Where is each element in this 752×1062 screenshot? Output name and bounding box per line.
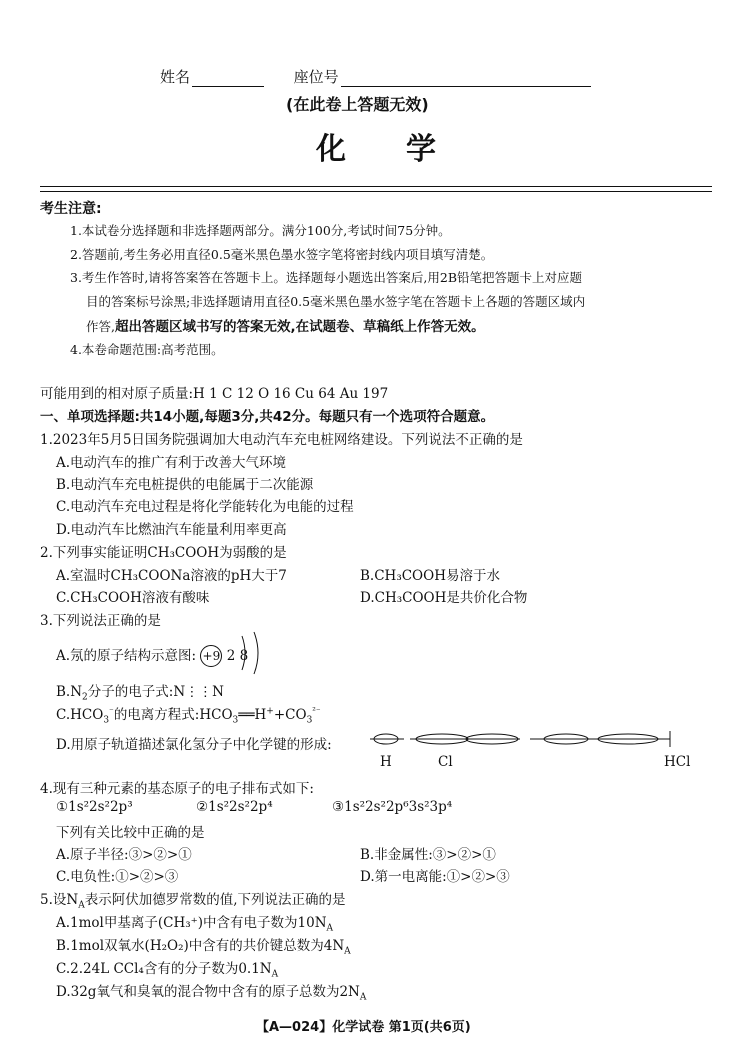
q3-option-b: $B.N_2$分子的电子式:N⋮⋮N	[56, 684, 224, 703]
q5-option-d: D.32g氧气和臭氧的混合物中含有的原子总数为$2N_A$	[56, 984, 367, 1003]
notice-item-3: 3.考生作答时,请将答案答在答题卡上。选择题每小题选出答案后,用2B铅笔把答题卡上对应题	[70, 270, 583, 285]
q1-option-a: A.电动汽车的推广有利于改善大气环境	[56, 455, 287, 471]
name-label: 姓名	[160, 68, 191, 86]
q4-option-d: D.第一电离能:①>②>③	[360, 869, 510, 885]
q4-stem: 4.现有三种元素的基态原子的电子排布式如下:	[40, 781, 314, 797]
notice-item-3-cont: 目的答案标号涂黑;非选择题请用直径0.5毫米黑色墨水签字笔在答题卡上各题的答题区域内	[86, 294, 586, 309]
q4-config-3: ③1s²2s²2p⁶3s²3p⁴	[332, 799, 453, 815]
q4-option-c: C.电负性:①>②>③	[56, 869, 179, 885]
atomic-masses: 可能用到的相对原子质量:H 1 C 12 O 16 Cu 64 Au 197	[40, 386, 389, 402]
q4-option-b: B.非金属性:③>②>①	[360, 847, 496, 863]
notice-bold-warning: 超出答题区域书写的答案无效,在试题卷、草稿纸上作答无效。	[114, 319, 485, 335]
section1-title: 一、单项选择题:共14小题,每题3分,共42分。每题只有一个选项符合题意。	[40, 409, 495, 425]
q2-option-d: D.CH₃COOH是共价化合物	[360, 590, 528, 606]
electron-shells: 2 8	[226, 648, 249, 664]
name-blank	[192, 70, 264, 87]
q3-option-d: D.用原子轨道描述氯化氢分子中化学键的形成:	[56, 737, 332, 753]
q1-option-c: C.电动汽车充电过程是将化学能转化为电能的过程	[56, 499, 354, 515]
q2-option-b: B.CH₃COOH易溶于水	[360, 568, 500, 584]
q4-lead: 下列有关比较中正确的是	[56, 825, 205, 841]
q5-option-c: C.2.24L CCl₄含有的分子数为$0.1N_A$	[56, 961, 279, 980]
seat-label: 座位号	[293, 68, 339, 86]
top-rule	[40, 186, 712, 187]
subject-title: 化学	[316, 132, 496, 167]
q5-option-a: A.1mol甲基离子(CH₃⁺)中含有电子数为$10N_A$	[56, 915, 334, 934]
q5-stem: 5.设$N_A$表示阿伏加德罗常数的值,下列说法正确的是	[40, 892, 346, 911]
seat-blank	[341, 70, 591, 87]
nucleus-diagram: +9	[200, 645, 222, 667]
q1-stem: 1.2023年5月5日国务院强调加大电动汽车充电桩网络建设。下列说法不正确的是	[40, 432, 523, 448]
orbital-label-cl: Cl	[438, 754, 453, 770]
q3-stem: 3.下列说法正确的是	[40, 613, 161, 629]
shell-arcs	[238, 630, 268, 676]
q2-option-a: A.室温时CH₃COONa溶液的pH大于7	[56, 568, 287, 584]
q4-config-2: ②1s²2s²2p⁴	[196, 799, 273, 815]
notice-item-1: 1.本试卷分选择题和非选择题两部分。满分100分,考试时间75分钟。	[70, 223, 451, 238]
invalid-note: (在此卷上答题无效)	[286, 95, 429, 114]
orbital-label-hcl: HCl	[664, 754, 691, 770]
notice-heading: 考生注意:	[40, 201, 102, 217]
q5-option-b: B.1mol双氧水(H₂O₂)中含有的共价键总数为$4N_A$	[56, 938, 351, 957]
q1-option-d: D.电动汽车比燃油汽车能量利用率更高	[56, 522, 287, 538]
q3-option-c: $C.HCO_3^{^-}$的电离方程式$:HCO_3══H^++CO_3^{^{2-}}$	[56, 706, 321, 726]
q2-stem: 2.下列事实能证明CH₃COOH为弱酸的是	[40, 545, 287, 561]
orbital-label-h: H	[380, 754, 392, 770]
notice-item-4: 4.本卷命题范围:高考范围。	[70, 342, 224, 357]
notice-item-3-end: 作答,超出答题区域书写的答案无效,在试题卷、草稿纸上作答无效。	[86, 319, 485, 335]
orbital-overlap-diagram	[370, 726, 710, 754]
q4-option-a: A.原子半径:③>②>①	[56, 847, 192, 863]
page-footer: 【A—024】化学试卷 第1页(共6页)	[256, 1020, 471, 1035]
notice-item-2: 2.答题前,考生务必用直径0.5毫米黑色墨水签字笔将密封线内项目填写清楚。	[70, 247, 494, 262]
q2-option-c: C.CH₃COOH溶液有酸味	[56, 590, 210, 606]
q3-option-a: A.氖的原子结构示意图: +9 2 8	[56, 644, 248, 667]
top-rule-thin	[40, 191, 712, 192]
q4-config-1: ①1s²2s²2p³	[56, 799, 133, 815]
name-field-row	[160, 66, 591, 87]
q1-option-b: B.电动汽车充电桩提供的电能属于二次能源	[56, 477, 314, 493]
